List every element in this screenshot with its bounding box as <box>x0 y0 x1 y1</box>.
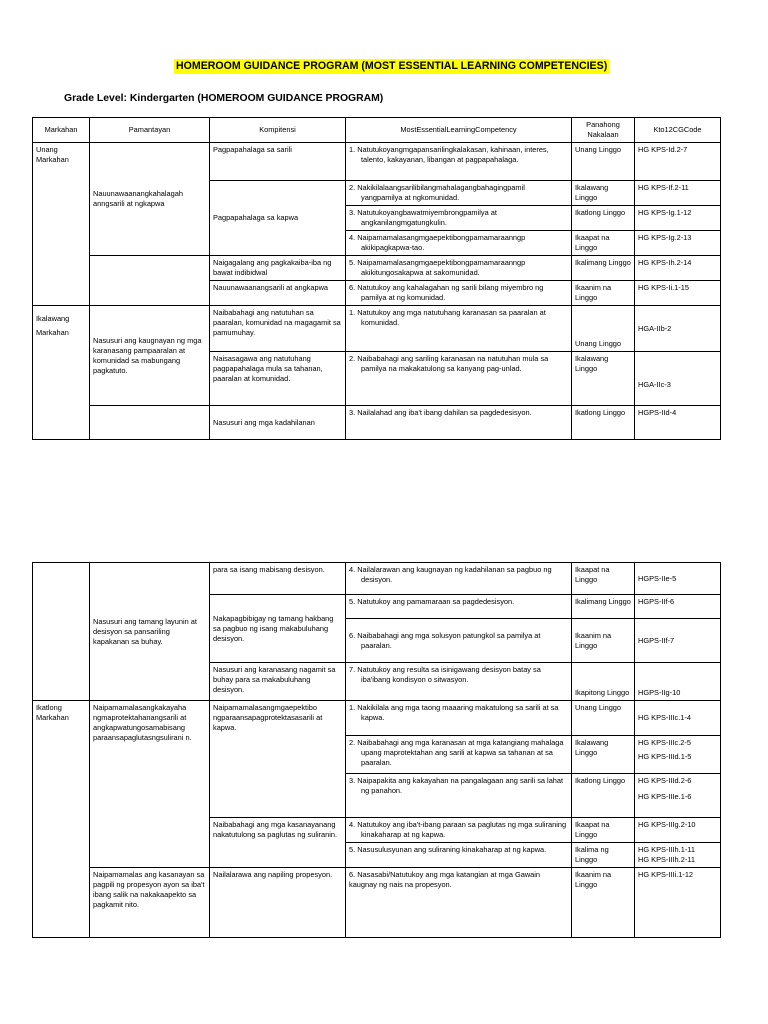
melc-text: 5. Nasusulusyunan ang suliraning kinakaharap at ng kapwa. <box>349 845 547 854</box>
time-cell: Unang Linggo <box>572 143 635 181</box>
table-row <box>33 701 721 736</box>
time-cell: Ikalima ng Linggo <box>572 843 635 868</box>
melc-text: 2. Naibabahagi ang mga karanasan at mga katangiang mahalaga upang maprotektahan ang sarili at kapwa sa tahanan at sa paaralan. <box>349 738 564 767</box>
code-cell: HG KPS-Ig.1-12 <box>635 206 721 231</box>
kompitensi-cell: Naibabahagi ang natutuhan sa paaralan, komunidad na magagamit sa pamumuhay. <box>210 306 346 352</box>
time-cell: Unang Linggo <box>572 306 635 352</box>
header-panahong: Panahong Nakalaan <box>572 118 635 143</box>
header-kompitensi: Kompitensi <box>210 118 346 143</box>
time-cell: Ikatlong Linggo <box>572 406 635 440</box>
time-cell: Ikatlong Linggo <box>572 206 635 231</box>
code-text: HG KPS-IIIc.2-5 <box>638 738 691 747</box>
code-cell: HG KPS-Ig.2-13 <box>635 231 721 256</box>
melc-text: 2. Nakikilalaangsarilibilangmahalagangbahagingpamil yangpamilya at ngkomunidad. <box>349 183 525 202</box>
time-cell: Unang Linggo <box>572 701 635 736</box>
melc-cell <box>346 206 572 231</box>
code-cell <box>635 843 721 868</box>
melc-text: 1. Natutukoyangmgapansarilingkalakasan, kahinaan, interes, talento, kakayanan, libangan at pagpapahalaga. <box>349 145 549 164</box>
melc-text: 4. Natutukoy ang iba't-ibang paraan sa paglutas ng mga suliraning kinakaharap at ng kapwa. <box>349 820 567 839</box>
melc-text: 1. Nakikilala ang mga taong maaaring makatulong sa sarili at sa kapwa. <box>349 703 559 722</box>
table-row <box>33 306 721 352</box>
melc-cell <box>346 619 572 663</box>
time-cell: Ikaanim na Linggo <box>572 281 635 306</box>
time-cell: Ikaapat na Linggo <box>572 563 635 595</box>
kompitensi-cell: Nakapagbibigay ng tamang hakbang sa pagbuo ng isang makabuluhang desisyon. <box>210 595 346 663</box>
quarter-cell: Ikatlong Markahan <box>33 701 90 938</box>
pamantayan-cell: Naipamamalasangkakayaha ngmaprotektahanangsarili at angkapwatungosamabisang paraansapaglutasngsulirani n. <box>90 701 210 868</box>
melc-cell <box>346 306 572 352</box>
melc-text: 1. Natutukoy ang mga natutuhang karanasan sa paaralan at komunidad. <box>349 308 546 327</box>
kompitensi-cell: Pagpapahalaga sa sarili <box>210 143 346 181</box>
kompitensi-cell: Nasusuri ang karanasang nagamit sa buhay para sa makabuluhang desisyon. <box>210 663 346 701</box>
melc-text: 6. Natutukoy ang kahalagahan ng sarili bilang miyembro ng pamilya at ng komunidad. <box>349 283 544 302</box>
kompitensi-cell: Naibabahagi ang mga kasanayanang nakatutulong sa paglutas ng suliranin. <box>210 818 346 868</box>
melc-cell <box>346 143 572 181</box>
time-cell: Ikalawang Linggo <box>572 352 635 406</box>
code-cell: HGPS-IId-4 <box>635 406 721 440</box>
code-cell: HG KPS-Ii.1-15 <box>635 281 721 306</box>
melc-cell <box>346 774 572 818</box>
code-cell: HG KPS-If.2-11 <box>635 181 721 206</box>
time-cell: Ikalawang Linggo <box>572 736 635 774</box>
code-cell: HG KPS-Id.2-7 <box>635 143 721 181</box>
melc-cell <box>346 406 572 440</box>
code-text: HG KPS-IIIh.2-11 <box>638 855 695 864</box>
code-cell <box>635 774 721 818</box>
header-markahan: Markahan <box>33 118 90 143</box>
melc-cell <box>346 818 572 843</box>
code-cell: HGPS-IIf-7 <box>635 619 721 663</box>
code-cell: HG KPS-Ih.2-14 <box>635 256 721 281</box>
header-melc: MostEssentialLearningCompetency <box>346 118 572 143</box>
melc-text: 3. Natutukoyangbawatmiyembrongpamilya at angkanilangmgatungkulin. <box>349 208 497 227</box>
grade-level: Grade Level: Kindergarten (HOMEROOM GUIDANCE PROGRAM) <box>64 93 384 104</box>
kompitensi-cell: Naigagalang ang pagkakaiba-iba ng bawat indibidwal <box>210 256 346 281</box>
melc-text: 2. Naibabahagi ang sariling karanasan na natutuhan mula sa pamilya na makakatulong sa kanyang pag-unlad. <box>349 354 549 373</box>
code-cell: HG KPS-IIIg.2-10 <box>635 818 721 843</box>
kompitensi-cell: Naisasagawa ang natutuhang pagpapahalaga mula sa tahanan, paaralan at komunidad. <box>210 352 346 406</box>
melc-cell <box>346 563 572 595</box>
melc-cell <box>346 663 572 701</box>
pamantayan-cell: Naipamamalas ang kasanayan sa pagpili ng propesyon ayon sa iba't ibang salik na nakakaapekto sa pagkamit nito. <box>90 868 210 938</box>
time-cell: Ikaapat na Linggo <box>572 818 635 843</box>
time-cell: Ikalimang Linggo <box>572 256 635 281</box>
code-cell: HGPS-IIf-6 <box>635 595 721 619</box>
pamantayan-cell: Nasusuri ang kaugnayan ng mga karanasang pampaaralan at komunidad sa mabungang pagkatuto. <box>90 306 210 406</box>
code-cell: HGPS-IIe-5 <box>635 563 721 595</box>
code-cell: HGPS-IIg-10 <box>635 663 721 701</box>
kompitensi-cell: Nasusuri ang mga kadahilanan <box>210 406 346 440</box>
time-cell: Ikaanim na Linggo <box>572 619 635 663</box>
kompitensi-cell: Nailalarawa ang napiling propesyon. <box>210 868 346 938</box>
code-cell: HG KPS-IIIi.1-12 <box>635 868 721 938</box>
header-row <box>33 118 721 143</box>
melc-text: 6. Nasasabi/Natutukoy ang mga katangian at mga Gawain kaugnay ng nais na propesyon. <box>349 870 541 889</box>
melc-cell <box>346 281 572 306</box>
melc-text: 7. Natutukoy ang resulta sa isinigawang desisyon batay sa iba'ibang kondisyon o sitwasyon. <box>349 665 541 684</box>
code-text: HG KPS-IIIe.1-6 <box>638 792 692 801</box>
pamantayan-cell <box>90 406 210 440</box>
time-cell: Ikalawang Linggo <box>572 181 635 206</box>
melc-text: 4. Nailalarawan ang kaugnayan ng kadahilanan sa pagbuo ng desisyon. <box>349 565 552 584</box>
table-row <box>33 143 721 181</box>
melc-text: 3. Naipapakita ang kakayahan na pangalagaan ang sarili sa lahat ng panahon. <box>349 776 564 795</box>
melc-cell <box>346 736 572 774</box>
melc-text: 5. Naipamamalasangmgaepektibongpamamaraanngp akikitungosakapwa at sakomunidad. <box>349 258 526 277</box>
melc-cell <box>346 595 572 619</box>
melc-cell <box>346 231 572 256</box>
code-cell: HG KPS-IIIc.1-4 <box>635 701 721 736</box>
code-cell: HGA-IIb-2 <box>635 306 721 352</box>
time-cell: Ikapitong Linggo <box>572 663 635 701</box>
melc-cell <box>346 843 572 868</box>
pamantayan-cell: Nauunawaanangkahalagah anngsarili at ngkapwa <box>90 143 210 256</box>
quarter-cell: Ikalawang Markahan <box>33 306 90 440</box>
code-cell <box>635 736 721 774</box>
table-row <box>33 406 721 440</box>
melc-cell <box>346 352 572 406</box>
header-code: Kto12CGCode <box>635 118 721 143</box>
code-text: HG KPS-IIIh.1-11 <box>638 845 695 854</box>
melc-cell <box>346 181 572 206</box>
melc-cell <box>346 701 572 736</box>
document-title: HOMEROOM GUIDANCE PROGRAM (MOST ESSENTIAL LEARNING COMPETENCIES) <box>176 60 608 72</box>
melc-text: 6. Naibabahagi ang mga solusyon patungkol sa pamilya at paaralan. <box>349 630 541 650</box>
time-cell: Ikaanim na Linggo <box>572 868 635 938</box>
time-cell: Ikaapat na Linggo <box>572 231 635 256</box>
melc-text: 5. Natutukoy ang pamamaraan sa pagdedesisyon. <box>349 597 515 606</box>
table-row <box>33 563 721 595</box>
pamantayan-cell: Nasusuri ang tamang layunin at desisyon sa pansariling kapakanan sa buhay. <box>90 563 210 701</box>
melc-text: 4. Naipamamalasangmgaepektibongpamamaraanngp akikipagkapwa-tao. <box>349 233 526 252</box>
melc-text: 3. Nailalahad ang iba't ibang dahilan sa pagdedesisyon. <box>349 408 532 417</box>
quarter-cell <box>33 563 90 701</box>
kompitensi-cell: Naipamamalasangmgaepektibo ngparaansapagprotektasasarili at kapwa. <box>210 701 346 818</box>
kompitensi-cell: para sa isang mabisang desisyon. <box>210 563 346 595</box>
time-cell: Ikatlong Linggo <box>572 774 635 818</box>
competency-table-2 <box>32 562 721 938</box>
kompitensi-cell: Pagpapahalaga sa kapwa <box>210 181 346 256</box>
time-cell: Ikalimang Linggo <box>572 595 635 619</box>
competency-table-1 <box>32 117 721 440</box>
pamantayan-cell <box>90 256 210 306</box>
melc-cell <box>346 868 572 938</box>
code-text: HG KPS-IIId.2-6 <box>638 776 692 785</box>
quarter-cell: Unang Markahan <box>33 143 90 306</box>
table-row <box>33 868 721 938</box>
melc-cell <box>346 256 572 281</box>
code-cell: HGA-IIc-3 <box>635 352 721 406</box>
table-row <box>33 256 721 281</box>
header-pamantayan: Pamantayan <box>90 118 210 143</box>
kompitensi-cell: Nauunawaanangsarili at angkapwa <box>210 281 346 306</box>
code-text: HG KPS-IIId.1-5 <box>638 752 692 761</box>
